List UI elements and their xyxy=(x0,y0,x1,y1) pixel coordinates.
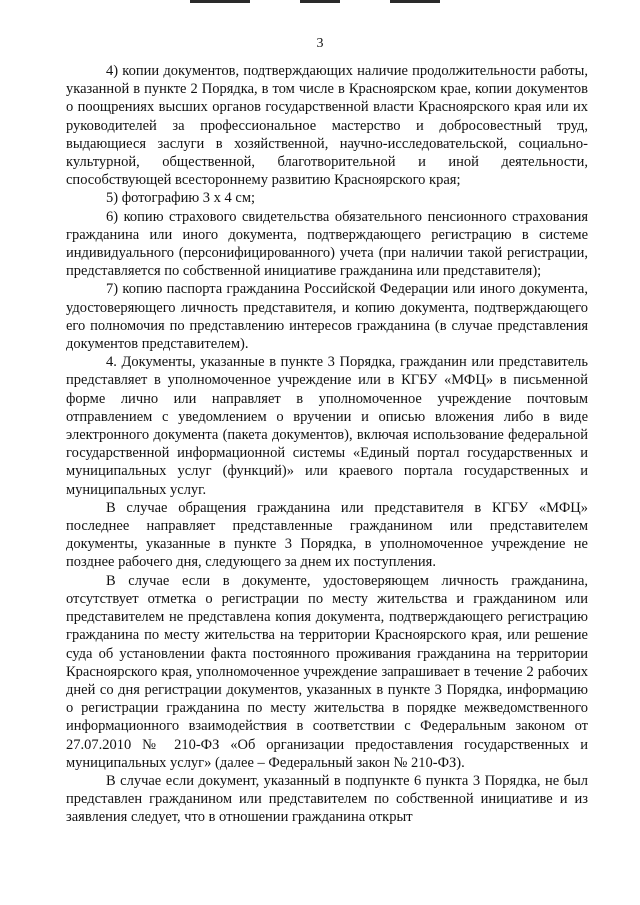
document-body xyxy=(66,62,588,827)
paragraph-subitem-6: В случае если документ, указанный в подпункте 6 пункта 3 Порядка, не был представлен гражданином или представителем по собственной инициативе и из заявления следует, что в отношении гражданина открыт xyxy=(66,772,588,826)
paragraph-item-4-documents: 4) копии документов, подтверждающих наличие продолжительности работы, указанной в пункте 2 Порядка, в том числе в Красноярском крае, копии документов о поощрениях высших органов государственной власти Красноярского края или их руководителей за профессиональное мастерство и добросовестный труд, выдающиеся заслуги в хозяйственной, научно-исследовательской, социально-культурной, общественной, благотворительной и иной деятельности, способствующей всестороннему развитию Красноярского края; xyxy=(66,63,588,189)
paragraph-item-5-photo: 5) фотографию 3 х 4 см; xyxy=(106,190,256,207)
paragraph-mfc: В случае обращения гражданина или представителя в КГБУ «МФЦ» последнее направляет представленные гражданином или представителем документы, указанные в пункте 3 Порядка, в уполномоченное учреждение не позднее рабочего дня, следующего за днем их поступления. xyxy=(66,499,588,571)
paragraph-item-7-passport: 7) копию паспорта гражданина Российской Федерации или иного документа, удостоверяющего личность представителя, и копию документа, подтверждающего его полномочия по представлению интересов гражданина (в случае представления документов представителем). xyxy=(66,281,588,353)
paragraph-registration: В случае если в документе, удостоверяющем личность гражданина, отсутствует отметка о регистрации по месту жительства и гражданином или представителем не представлена копия документа, подтверждающего регистрацию гражданина по месту жительства на территории Красноярского края, или решение суда об установлении факта постоянного проживания гражданина на территории Красноярского края, уполномоченное учреждение запрашивает в течение 2 рабочих дней со дня регистрации документов, указанных в пункте 3 Порядка, информацию о регистрации гражданина по месту жительства в порядке межведомственного информационного взаимодействия в соответствии с Федеральным законом от 27.07.2010 № 210-ФЗ «Об организации предоставления государственных и муниципальных услуг» (далее – Федеральный закон № 210-ФЗ). xyxy=(66,572,588,771)
scan-edge-marks xyxy=(190,0,450,4)
page-number: 3 xyxy=(316,36,324,51)
paragraph-section-4: 4. Документы, указанные в пункте 3 Порядка, гражданин или представитель представляет в уполномоченное учреждение или в КГБУ «МФЦ» в письменной форме лично или направляет в уполномоченное учреждение почтовым отправлением с уведомлением о вручении и описью вложения либо в виде электронного документа (пакета документов), включая использование федеральной государственной информационной системы «Единый портал государственных и муниципальных услуг (функций)» или краевого портала государственных и муниципальных услуг. xyxy=(66,354,588,498)
paragraph-item-6-insurance: 6) копию страхового свидетельства обязательного пенсионного страхования гражданина или иного документа, подтверждающего регистрацию в системе индивидуального (персонифицированного) учета (при наличии такой регистрации, представляется по собственной инициативе гражданина или представителя); xyxy=(66,208,588,280)
